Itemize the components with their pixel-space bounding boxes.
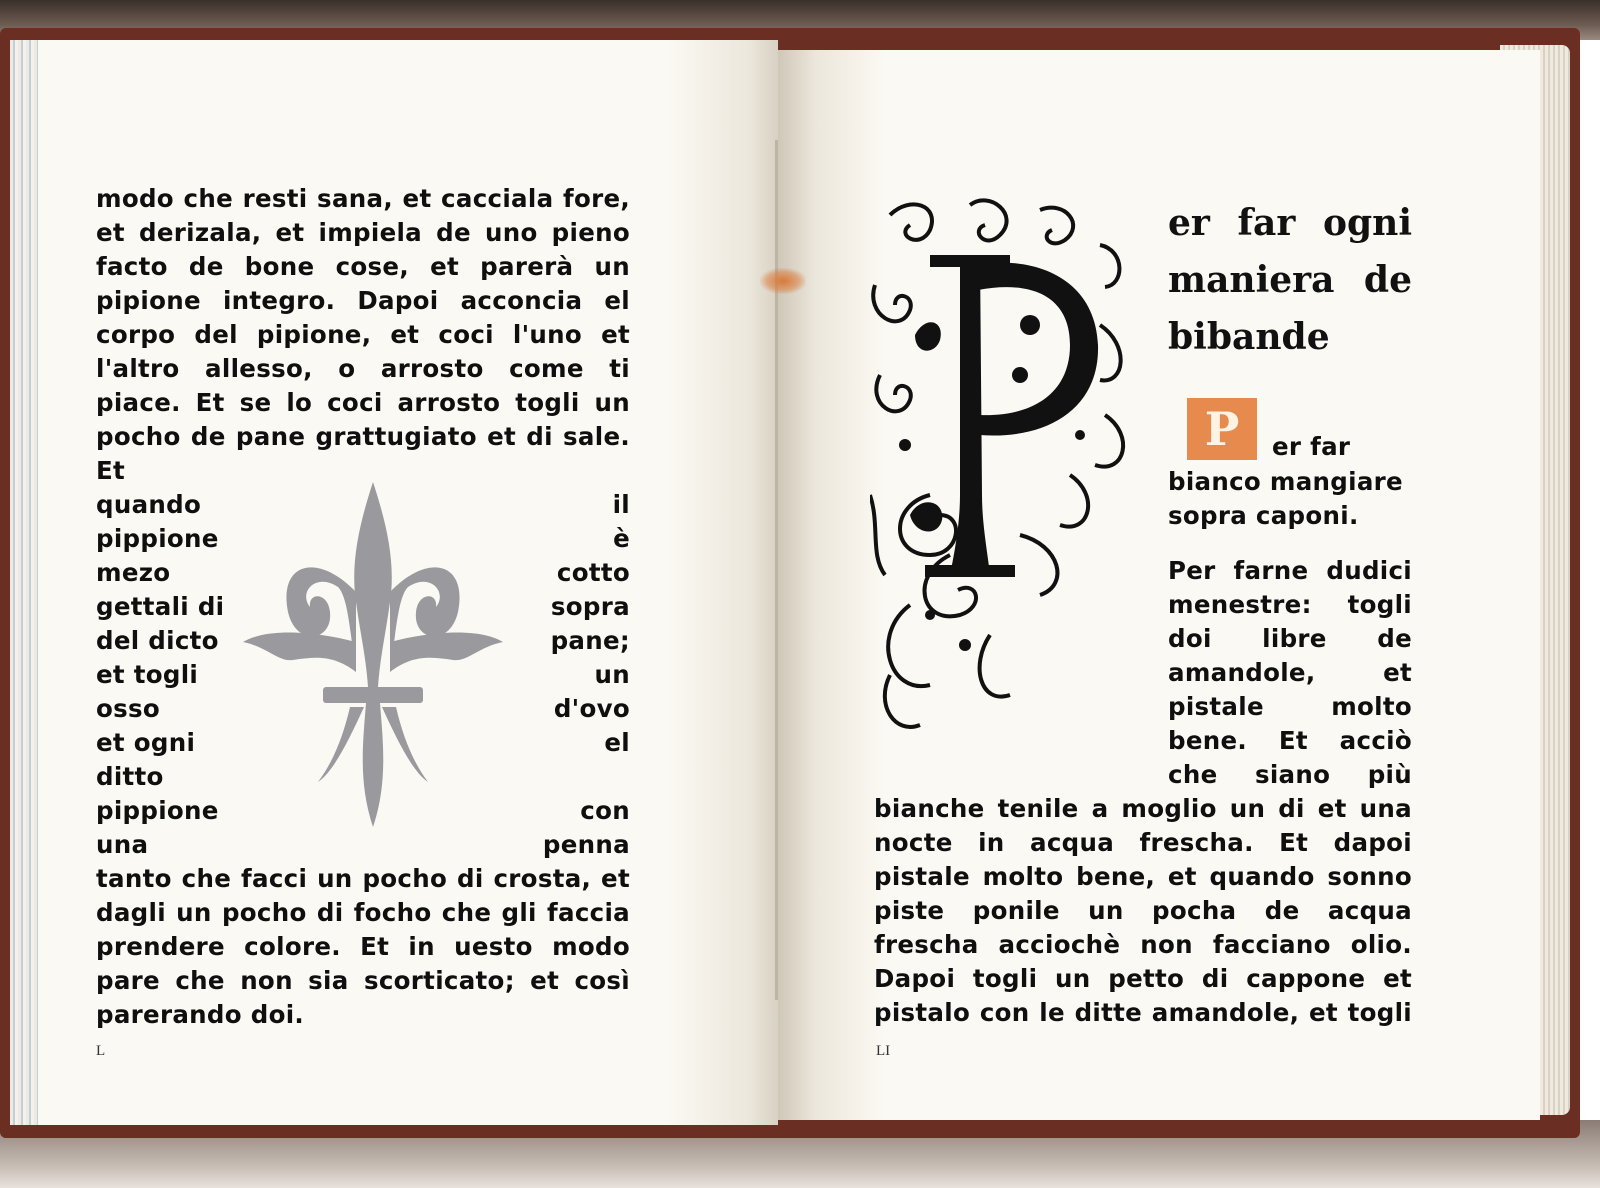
title-line: maniera de <box>1168 259 1412 301</box>
split-right: cotto <box>556 558 630 587</box>
text-line: dagli un pocho di focho che gli faccia <box>96 898 630 927</box>
chapter-title <box>1168 195 1412 366</box>
split-left: mezo <box>96 558 171 587</box>
left-page-text <box>96 182 630 1032</box>
split-left: osso <box>96 694 161 723</box>
split-left: pippione <box>96 796 219 825</box>
text-line: parerando doi. <box>96 1000 304 1029</box>
text-line: pocho de pane grattugiato et di sale. <box>96 422 630 451</box>
split-right: d'ovo <box>553 694 630 723</box>
text-line: Per farne dudici <box>1168 556 1412 585</box>
text-line: bianche tenile a moglio un di et una <box>874 794 1412 823</box>
split-line <box>96 828 630 862</box>
split-line <box>96 624 630 658</box>
text-line: bene. Et acciò <box>1168 726 1412 755</box>
text-line: facto de bone cose, et parerà un <box>96 252 630 281</box>
text-line: Dapoi togli un petto di cappone et <box>874 964 1412 993</box>
title-line: bibande <box>1168 316 1330 358</box>
split-line <box>96 488 630 522</box>
split-line <box>96 590 630 624</box>
split-left: gettali di <box>96 592 225 621</box>
split-right: con <box>580 796 630 825</box>
small-decorated-initial <box>1187 398 1257 460</box>
text-line: amandole, et <box>1168 658 1412 687</box>
text-line: piste ponile un pocha de acqua <box>874 896 1412 925</box>
split-left: ditto <box>96 762 164 791</box>
text-line: menestre: togli <box>1168 590 1412 619</box>
text-line: che siano più <box>1168 760 1412 789</box>
split-line <box>96 794 630 828</box>
text-line: corpo del pipione, et coci l'uno et <box>96 320 630 349</box>
split-right: el <box>604 728 630 757</box>
text-line: pare che non sia scorticato; et così <box>96 966 630 995</box>
text-line: doi libre de <box>1168 624 1412 653</box>
subheading-line: er far <box>1272 432 1351 461</box>
split-right: è <box>613 524 630 553</box>
split-right: penna <box>542 830 630 859</box>
paper-stain <box>760 268 806 294</box>
subheading-line: bianco mangiare <box>1168 467 1403 496</box>
split-line <box>96 692 630 726</box>
split-right: il <box>612 490 630 519</box>
split-line <box>96 522 630 556</box>
split-left: del dicto <box>96 626 219 655</box>
text-line: l'altro allesso, o arrosto come ti <box>96 354 630 383</box>
text-line: frescha acciochè non facciano olio. <box>874 930 1412 959</box>
subheading-line: sopra caponi. <box>1168 501 1359 530</box>
split-left: et togli <box>96 660 199 689</box>
split-right: pane; <box>550 626 630 655</box>
text-line: pistale molto <box>1168 692 1412 721</box>
small-initial-letter: P <box>1204 402 1240 456</box>
split-line <box>96 658 630 692</box>
right-column-text <box>1168 554 1412 792</box>
split-left: quando <box>96 490 202 519</box>
split-right: sopra <box>550 592 630 621</box>
text-line: tanto che facci un pocho di crosta, et <box>96 864 630 893</box>
decorated-initial-p <box>870 195 1140 745</box>
right-page-text <box>874 792 1412 1030</box>
split-line <box>96 726 630 760</box>
text-line: pistalo con le ditte amandole, et togli <box>874 998 1412 1027</box>
text-line: et derizala, et impiela de uno pieno <box>96 218 630 247</box>
text-line: Et <box>96 456 126 485</box>
folio-left: L <box>96 1043 106 1059</box>
text-line: prendere colore. Et in uesto modo <box>96 932 630 961</box>
split-left: pippione <box>96 524 219 553</box>
text-line: pistale molto bene, et quando sonno <box>874 862 1412 891</box>
split-line <box>96 760 630 794</box>
split-left: et ogni <box>96 728 196 757</box>
text-line: piace. Et se lo coci arrosto togli un <box>96 388 630 417</box>
folio-right: LI <box>876 1043 891 1059</box>
title-line: er far ogni <box>1168 202 1412 244</box>
split-line <box>96 556 630 590</box>
split-left: una <box>96 830 149 859</box>
text-line: pipione integro. Dapoi acconcia el <box>96 286 630 315</box>
text-line: modo che resti sana, et cacciala fore, <box>96 184 630 213</box>
split-right: un <box>594 660 630 689</box>
text-line: nocte in acqua frescha. Et dapoi <box>874 828 1412 857</box>
